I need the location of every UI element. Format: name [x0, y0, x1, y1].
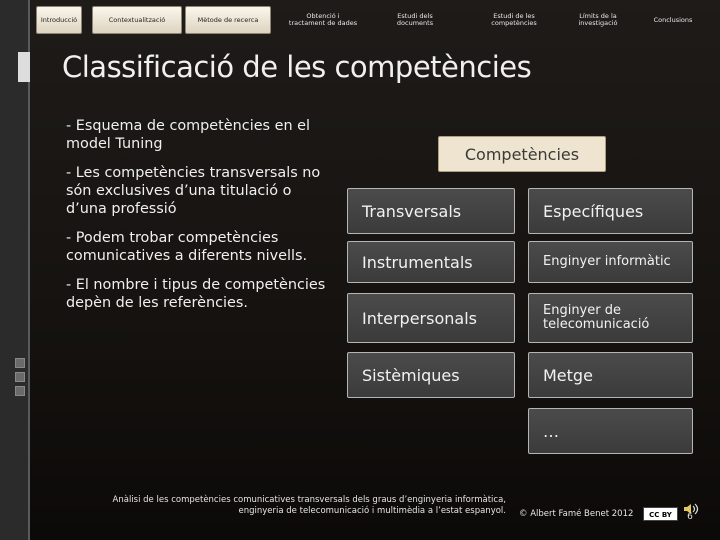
diagram-transversals: Transversals	[347, 188, 515, 234]
page-title: Classificació de les competències	[62, 50, 532, 84]
nav-estudi-competencies[interactable]: Estudi de les competències	[491, 12, 537, 27]
diagram-interpersonals: Interpersonals	[347, 293, 515, 343]
nav-contextualitzacio[interactable]: Contextualització	[92, 6, 182, 34]
page-number: 6	[687, 512, 693, 522]
title-accent	[18, 52, 30, 82]
footer-caption: Anàlisi de les competències comunicatives transversals dels graus d’enginyeria informàtica, enginyeria de telecomunicació i multimèdia a l’estat espanyol.	[112, 495, 506, 516]
decorative-square	[15, 386, 25, 396]
bullet-item: - Les competències transversals no són exclusives d’una titulació o d’una professió	[66, 165, 321, 217]
diagram-ellipsis: …	[528, 408, 693, 454]
nav-introduccio[interactable]: Introducció	[36, 6, 82, 34]
creative-commons-icon[interactable]: CC BY	[643, 507, 678, 521]
decorative-square	[15, 358, 25, 368]
bullet-list	[66, 117, 326, 323]
decorative-square	[15, 372, 25, 382]
diagram-enginyer-informatic: Enginyer informàtic	[528, 241, 693, 283]
nav-estudi-documents[interactable]: Estudi dels documents	[396, 12, 434, 27]
nav-limits-investigacio[interactable]: Límits de la investigació	[578, 12, 618, 27]
bullet-item: - Podem trobar competències comunicatives a diferents nivells.	[66, 230, 308, 264]
diagram-especifiques: Específiques	[528, 188, 693, 234]
nav-conclusions[interactable]: Conclusions	[653, 15, 693, 24]
nav-metode-recerca[interactable]: Mètode de recerca	[185, 6, 271, 34]
diagram-sistemiques: Sistèmiques	[347, 352, 515, 398]
copyright-text: © Albert Famé Benet 2012	[519, 509, 634, 519]
diagram-instrumentals: Instrumentals	[347, 241, 515, 283]
diagram-metge: Metge	[528, 352, 693, 398]
nav-obtencio-dades[interactable]: Obtenció i tractament de dades	[288, 12, 358, 27]
bullet-item: - Esquema de competències en el model Tuning	[66, 118, 311, 152]
diagram-root-competencies: Competències	[438, 136, 606, 172]
diagram-enginyer-telecomunicacio: Enginyer de telecomunicació	[528, 293, 693, 343]
bullet-item: - El nombre i tipus de competències depèn de les referències.	[66, 277, 326, 311]
